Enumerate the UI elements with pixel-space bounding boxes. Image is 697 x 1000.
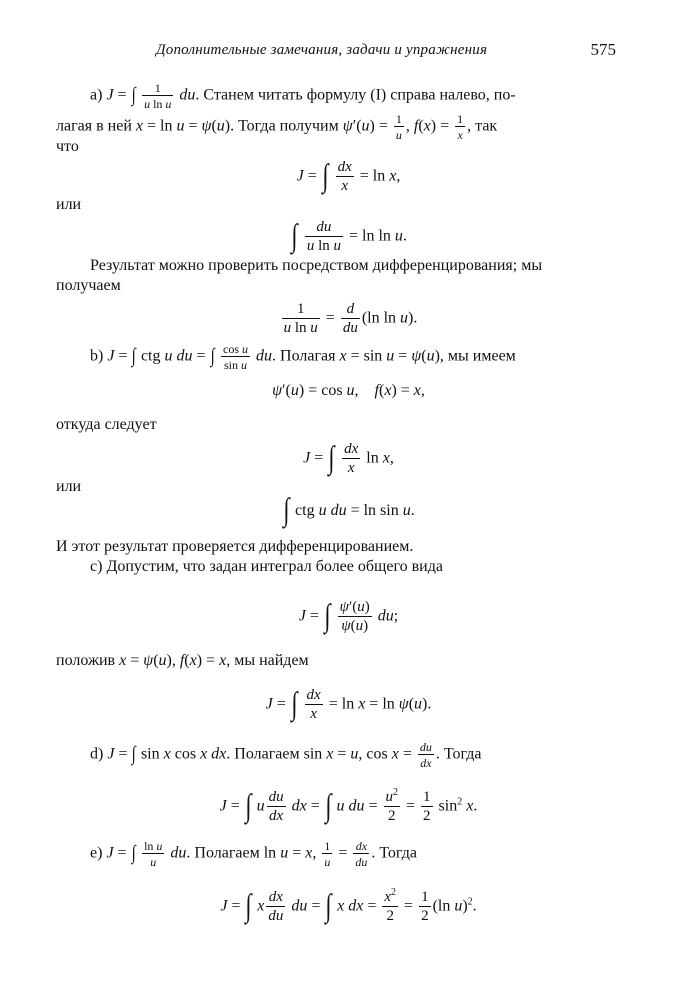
display-formula: J = ∫ $\frac{dx}{x}$ ln x, — [303, 439, 394, 476]
paragraph-a-line-2: лагая в ней x = ln u = ψ(u). Тогда получим ψ′(u) = $\frac{1}{u}$ , f(x) = $\frac{1}{x}$ , так — [56, 112, 498, 142]
paragraph-text: мы найдем — [234, 652, 309, 669]
display-formula: J = ∫ $\frac{dx}{x}$ = ln x, — [296, 157, 401, 194]
paragraph-d-line-1: d) J = ∫ sin x cos x dx. Полагаем sin x = u, cos x = $\frac{du}{dx}$ . Тогда — [90, 740, 482, 770]
paragraph-text: Станем читать формулу (I) справа налево, по- — [203, 86, 516, 104]
display-formula: J = ∫ $\frac{dx}{x}$ = ln x = ln ψ(u). — [265, 685, 432, 722]
item-label-b: b) — [90, 347, 104, 365]
paragraph-c-line-2: положив x = ψ(u), f(x) = x, мы найдем — [56, 652, 309, 669]
paragraph-check-line-1 — [90, 256, 542, 276]
paragraph-text: мы имеем — [447, 347, 516, 365]
connector-text: откуда следует — [56, 416, 157, 433]
paragraph-e-line-1: e) J = ∫ $\frac{\text{ln u}}{u}$ du. Полагаем ln u = x, $\frac{1}{u}$ = $\frac{dx}{du}$ . Тогда — [90, 839, 417, 869]
paragraph-b-check — [56, 537, 413, 557]
page-header — [56, 42, 616, 66]
paragraph-text: Тогда — [443, 745, 482, 763]
item-label-a: a) — [90, 86, 103, 104]
paragraph-a-line-3 — [56, 137, 79, 157]
paragraph-check-line-2 — [56, 276, 121, 296]
display-formula: $\frac{1}{\text{u ln u}}$ = $\frac{d}{du}$ (ln ln u). — [283, 301, 418, 336]
display-formula: J = ∫ $\frac{\psi'(u)}{\psi(u)}$ du; — [298, 597, 399, 634]
paragraph-text: Допустим, что задан интеграл более общего вида — [106, 558, 443, 575]
paragraph-text: так — [475, 117, 498, 135]
item-label-d: d) — [90, 745, 104, 763]
page-number: 575 — [590, 40, 616, 59]
display-formula: ψ′(u) = cos u, f(x) = x, — [272, 382, 425, 399]
paragraph-text: Тогда получим — [238, 117, 339, 135]
display-formula: ∫ ctg u du = ln sin u. — [283, 491, 415, 528]
paragraph-text: Полагаем — [194, 844, 260, 862]
formula-fraction: $\frac{1}{\text{u ln u}}$ — [144, 81, 172, 111]
paragraph-text: И этот результат проверяется дифференцированием. — [56, 538, 414, 555]
paragraph-text: Полагая — [280, 347, 336, 365]
paragraph-text: лагая в ней — [56, 117, 132, 135]
display-formula: J = ∫ x $\frac{dx}{du}$ du = ∫ x dx = $\frac{x^2}{2}$ = $\frac{1}{2}$ (ln u)$^2$. — [220, 887, 477, 924]
paragraph-c-line-1 — [90, 557, 443, 577]
item-label-e: e) — [90, 844, 103, 862]
paragraph-b-line-1: b) J = ∫ ctg u du = ∫ $\frac{\text{cos u}}{\text{sin u}}$ du. Полагая x = sin u = ψ(u), мы имеем — [90, 342, 516, 372]
paragraph-text: положив — [56, 652, 116, 669]
paragraph-text: Результат можно проверить посредством дифференцирования; мы — [90, 257, 543, 274]
display-formula: J = ∫ u $\frac{du}{dx}$ dx = ∫ u du = $\frac{u^2}{2}$ = $\frac{1}{2}$ $\sin^2 x$. — [219, 787, 478, 824]
display-formula: ∫ $\frac{du}{\text{u ln u}}$ = ln ln u. — [291, 217, 407, 254]
running-title: Дополнительные замечания, задачи и упражнения — [156, 42, 488, 58]
connector-text: или — [56, 478, 82, 495]
paragraph-a-line-1: a) J = ∫ $\frac{1}{\text{u ln u}}$ du. Станем читать формулу (I) справа налево, по- — [90, 81, 516, 111]
paragraph-text: Тогда — [379, 844, 417, 862]
paragraph-text: получаем — [56, 277, 121, 294]
paragraph-text: что — [56, 138, 79, 155]
paragraph-text: Полагаем — [234, 745, 300, 763]
item-label-c: c) — [90, 558, 103, 575]
connector-text: или — [56, 196, 82, 213]
